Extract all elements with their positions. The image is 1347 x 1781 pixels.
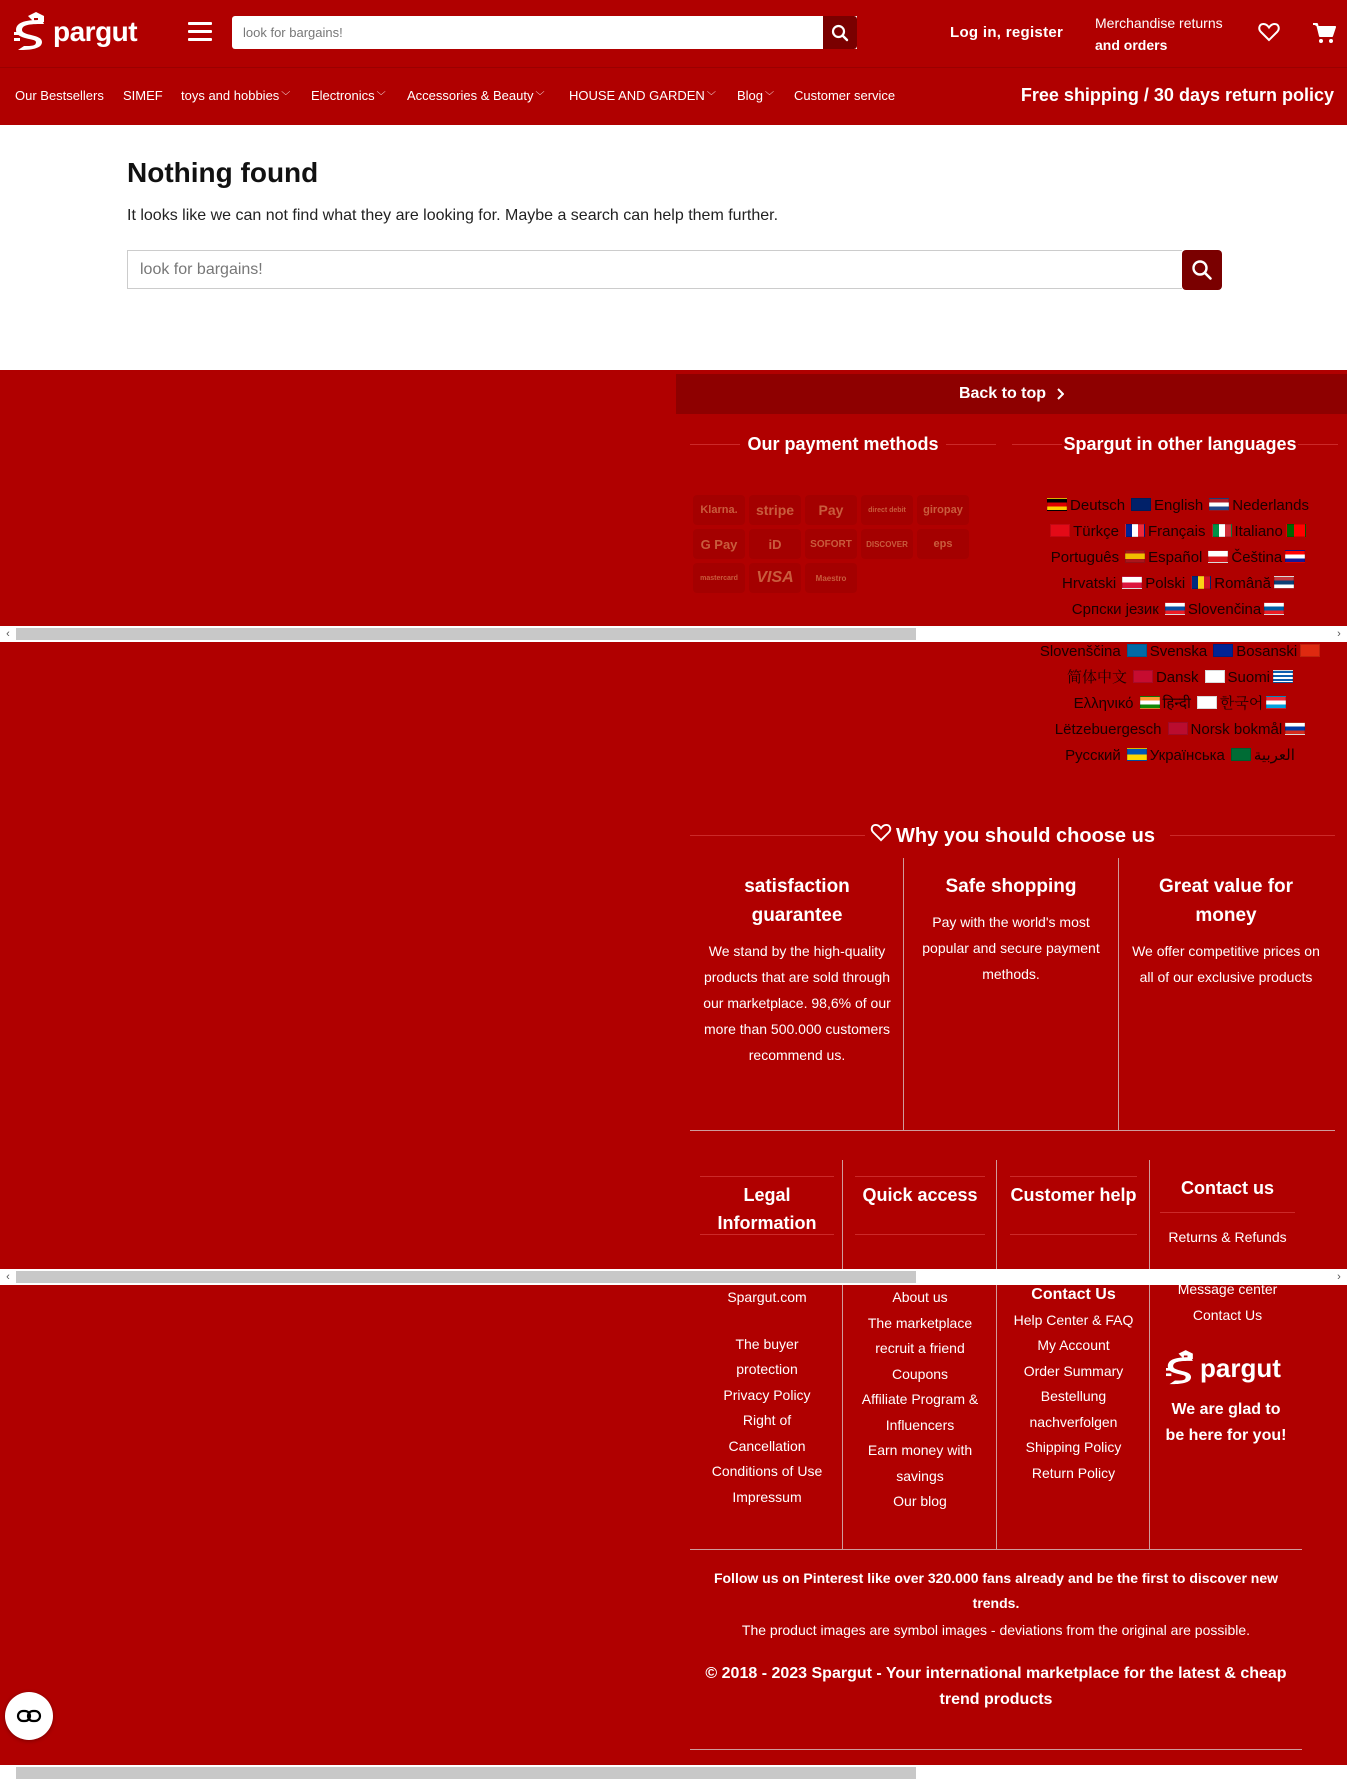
footer-link[interactable]: Impressum [732, 1488, 802, 1505]
nav-blog[interactable]: Blog ﹀ [737, 88, 775, 103]
footer-heading-help: Customer help [1010, 1185, 1137, 1205]
footer-link[interactable]: Help Center & FAQ [1013, 1311, 1134, 1328]
scroll-left-icon[interactable]: ‹ [6, 1271, 10, 1283]
footer-links-legal [700, 1285, 834, 1510]
footer-links-contact [1160, 1277, 1295, 1328]
footer-column-help [1010, 1176, 1137, 1209]
spargut-logo-icon [14, 12, 52, 52]
lang-cestina[interactable]: Čeština [1208, 545, 1282, 571]
chevron-down-icon: ﹀ [376, 91, 386, 101]
why-heading: Great value for money [1158, 876, 1294, 926]
other-languages-title: Spargut in other languages [1063, 434, 1297, 454]
lang-francais[interactable]: Français [1125, 519, 1206, 545]
payment-logo-direct-debit: direct debit [861, 495, 913, 525]
chat-button[interactable] [5, 1692, 53, 1740]
lang-espanol[interactable]: Español [1125, 545, 1202, 571]
column-divider [842, 1160, 843, 1549]
returns-line2: and orders [1095, 37, 1168, 53]
header-search-button[interactable] [823, 16, 857, 49]
nav-customer-service[interactable]: Customer service [794, 88, 896, 103]
scrollbar-thumb[interactable] [16, 1271, 916, 1283]
footer-link[interactable]: Coupons [891, 1365, 949, 1382]
section-divider [690, 1549, 1302, 1550]
lang-greek[interactable]: Ελληνικό [1073, 695, 1134, 712]
footer-link[interactable]: Contact Us [1192, 1306, 1263, 1323]
horizontal-scrollbar[interactable] [0, 1269, 1347, 1285]
nav-accessories-beauty[interactable]: Accessories & Beauty ﹀ [407, 88, 545, 103]
divider [690, 444, 740, 445]
payment-logo-discover: DISCOVER [861, 529, 913, 559]
footer-column-quick [855, 1176, 985, 1209]
menu-icon[interactable] [188, 22, 212, 42]
payment-logo-stripe: stripe [749, 495, 801, 525]
footer-heading-legal: Legal Information [717, 1185, 817, 1233]
lang-italiano[interactable]: Italiano [1212, 519, 1283, 545]
footer-link[interactable]: Conditions of Use [711, 1463, 823, 1479]
scrollbar-thumb[interactable] [16, 628, 916, 640]
column-divider [996, 1160, 997, 1549]
language-list [1028, 493, 1328, 623]
chevron-down-icon: ﹀ [706, 91, 716, 101]
scroll-right-icon[interactable]: › [1337, 628, 1341, 640]
lang-ukrainian[interactable]: Українська [1127, 743, 1225, 769]
divider [855, 1234, 985, 1235]
horizontal-scrollbar[interactable] [0, 1765, 1347, 1781]
spargut-logo-icon [1166, 1350, 1200, 1386]
site-logo[interactable] [14, 12, 137, 52]
payment-logo-apple-pay: Pay [805, 495, 857, 525]
payment-methods-grid [693, 495, 973, 593]
lang-nederlands[interactable]: Nederlands [1209, 493, 1309, 519]
payment-logo-ideal: iD [749, 529, 801, 559]
returns-line1: Merchandise returns [1095, 15, 1223, 31]
lang-russian[interactable]: Русский [1065, 747, 1121, 764]
why-great-value [1119, 858, 1333, 1130]
cart-button[interactable] [1312, 22, 1336, 49]
why-heading: Safe shopping [945, 876, 1077, 897]
shipping-policy-note: Free shipping / 30 days return policy [1020, 85, 1334, 105]
symbol-images-note: The product images are symbol images - deviations from the original are possible. [741, 1622, 1251, 1638]
chevron-down-icon: ﹀ [765, 91, 775, 101]
lang-deutsch[interactable]: Deutsch [1047, 493, 1125, 519]
lang-srpski[interactable]: Српски језик [1071, 601, 1159, 618]
why-satisfaction-guarantee [690, 858, 904, 1130]
footer-heading-contact: Contact us [1180, 1178, 1274, 1198]
lang-polski[interactable]: Polski [1122, 571, 1185, 597]
lang-hindi[interactable]: हिन्दी [1140, 691, 1191, 717]
wishlist-button[interactable] [1258, 22, 1280, 47]
back-to-top-button[interactable]: Back to top [676, 374, 1347, 414]
lang-bosanski[interactable]: Bosanski [1213, 639, 1297, 665]
login-register-link[interactable]: Log in, register [950, 24, 1064, 41]
payment-logo-sofort: SOFORT [805, 529, 857, 559]
payment-logo-maestro: Maestro [805, 563, 857, 593]
copyright: © 2018 - 2023 Spargut - Your international marketplace for the latest & cheap trend products [705, 1665, 1287, 1708]
nav-our-bestsellers[interactable]: Our Bestsellers [15, 88, 104, 103]
section-divider [690, 1749, 1302, 1750]
why-heading: satisfaction guarantee [744, 876, 850, 926]
nav-simef[interactable]: SIMEF [123, 88, 163, 103]
footer-link[interactable]: The marketplace [867, 1314, 973, 1331]
divider [1012, 444, 1062, 445]
lang-english[interactable]: English [1131, 493, 1203, 519]
logo-text: pargut [53, 16, 138, 47]
lang-suomi[interactable]: Suomi [1205, 665, 1271, 691]
column-divider [1149, 1160, 1150, 1549]
heart-icon [870, 823, 892, 842]
pinterest-note: Follow us on Pinterest like over 320.000 fans already and be the first to discover new trends. [713, 1570, 1279, 1611]
footer-link[interactable]: My Account [1037, 1337, 1110, 1353]
not-found-message: It looks like we can not find what they are looking for. Maybe a search can help them further. [127, 207, 779, 224]
chevron-down-icon: ﹀ [281, 91, 291, 101]
footer-logo [1166, 1350, 1281, 1386]
footer-links-help [1010, 1282, 1137, 1486]
scroll-right-icon[interactable]: › [1337, 1271, 1341, 1283]
lang-svenska[interactable]: Svenska [1127, 639, 1208, 665]
returns-orders-link[interactable] [1095, 12, 1235, 56]
divider [1170, 835, 1335, 836]
footer-link[interactable]: Returns & Refunds [1168, 1229, 1287, 1245]
scrollbar-thumb[interactable] [16, 1767, 916, 1779]
why-text: We stand by the high-quality products that are sold through our marketplace. 98,6% of our more than 500.000 customers recommend us. [703, 943, 891, 1063]
lang-turkce[interactable]: Türkçe [1050, 519, 1119, 545]
main-search-input[interactable]: look for bargains! [127, 250, 1182, 289]
footer-link[interactable]: Our blog [893, 1493, 947, 1509]
divider [1298, 444, 1338, 445]
footer-link[interactable]: Earn money with savings [867, 1442, 973, 1484]
chevron-down-icon: ﹀ [535, 91, 545, 101]
footer-link[interactable]: About us [892, 1289, 948, 1305]
lang-chinese[interactable]: 简体中文 [1066, 669, 1127, 686]
payment-logo-google-pay: G Pay [693, 529, 745, 559]
payment-logo-eps: eps [917, 529, 969, 559]
footer-link[interactable]: Return Policy [1031, 1464, 1116, 1481]
lang-letzebuergesch[interactable]: Lëtzebuergesch [1054, 721, 1162, 738]
why-choose-us-title: Why you should choose us [690, 823, 1335, 848]
payment-logo-visa: VISA [749, 563, 801, 593]
footer-link[interactable]: Privacy Policy [723, 1386, 811, 1403]
footer-subheading-contact: Contact Us [1031, 1286, 1116, 1303]
payment-methods-title: Our payment methods [747, 434, 939, 454]
lang-hrvatski[interactable]: Hrvatski [1062, 575, 1117, 592]
footer-link[interactable]: Message center [1177, 1281, 1278, 1297]
nav-electronics[interactable]: Electronics ﹀ [311, 88, 386, 103]
header-top-bar [0, 0, 1347, 67]
why-safe-shopping [904, 858, 1118, 1130]
lang-dansk[interactable]: Dansk [1133, 665, 1199, 691]
footer-link[interactable]: Order Summary [1023, 1362, 1124, 1379]
footer-link[interactable]: recruit a friend [875, 1340, 965, 1356]
footer-link[interactable]: Affiliate Program & Influencers [861, 1391, 979, 1433]
scroll-left-icon[interactable]: ‹ [6, 628, 10, 640]
footer-link[interactable]: The buyer protection [735, 1335, 799, 1377]
lang-norsk[interactable]: Norsk bokmål [1168, 717, 1283, 743]
footer-heading-quick: Quick access [862, 1185, 978, 1205]
payment-logo-giropay: giropay [917, 495, 969, 525]
why-text: We offer competitive prices on all of our exclusive products [1132, 943, 1320, 985]
language-list-continued [1020, 639, 1340, 769]
nav-toys-and-hobbies[interactable]: toys and hobbies ﹀ [181, 88, 291, 103]
payment-logo-klarna: Klarna. [693, 495, 745, 525]
main-search-button[interactable] [1182, 250, 1222, 290]
search-icon [831, 24, 849, 42]
lang-korean[interactable]: 한국어 [1197, 691, 1263, 717]
why-text: Pay with the world's most popular and secure payment methods. [922, 914, 1100, 982]
lang-romana[interactable]: Română [1191, 571, 1271, 597]
section-divider [690, 1130, 1335, 1131]
footer-link[interactable]: Bestellung nachverfolgen [1029, 1388, 1118, 1430]
footer-column-legal [700, 1176, 834, 1237]
payment-logo-mastercard: mastercard [693, 563, 745, 593]
chat-icon [16, 1709, 42, 1723]
footer-link[interactable]: Right of Cancellation [728, 1412, 806, 1454]
lang-arabic[interactable]: العربية [1231, 743, 1295, 769]
footer-logo-text: pargut [1200, 1352, 1281, 1383]
heart-icon [1258, 22, 1280, 42]
divider [946, 444, 996, 445]
cart-icon [1312, 22, 1336, 44]
divider [700, 1234, 834, 1235]
footer-links-quick [855, 1285, 985, 1515]
header-search-input[interactable]: look for bargains! [232, 16, 857, 49]
chevron-right-icon [1056, 388, 1064, 400]
footer-column-contact [1160, 1174, 1295, 1251]
footer-link[interactable]: Spargut.com [727, 1289, 807, 1305]
search-icon [1191, 259, 1213, 281]
lang-slovenscina[interactable]: Slovenščina [1039, 643, 1121, 660]
lang-portugues[interactable]: Português [1050, 549, 1120, 566]
nav-house-and-garden[interactable]: HOUSE AND GARDEN ﹀ [569, 88, 716, 103]
lang-slovencina[interactable]: Slovenčina [1165, 597, 1261, 623]
main-navigation [0, 67, 1347, 125]
page-title: Nothing found [127, 157, 319, 188]
divider [1010, 1234, 1137, 1235]
footer-link[interactable]: Shipping Policy [1025, 1439, 1122, 1455]
glad-to-help-text: We are glad to be here for you! [1165, 1401, 1287, 1444]
